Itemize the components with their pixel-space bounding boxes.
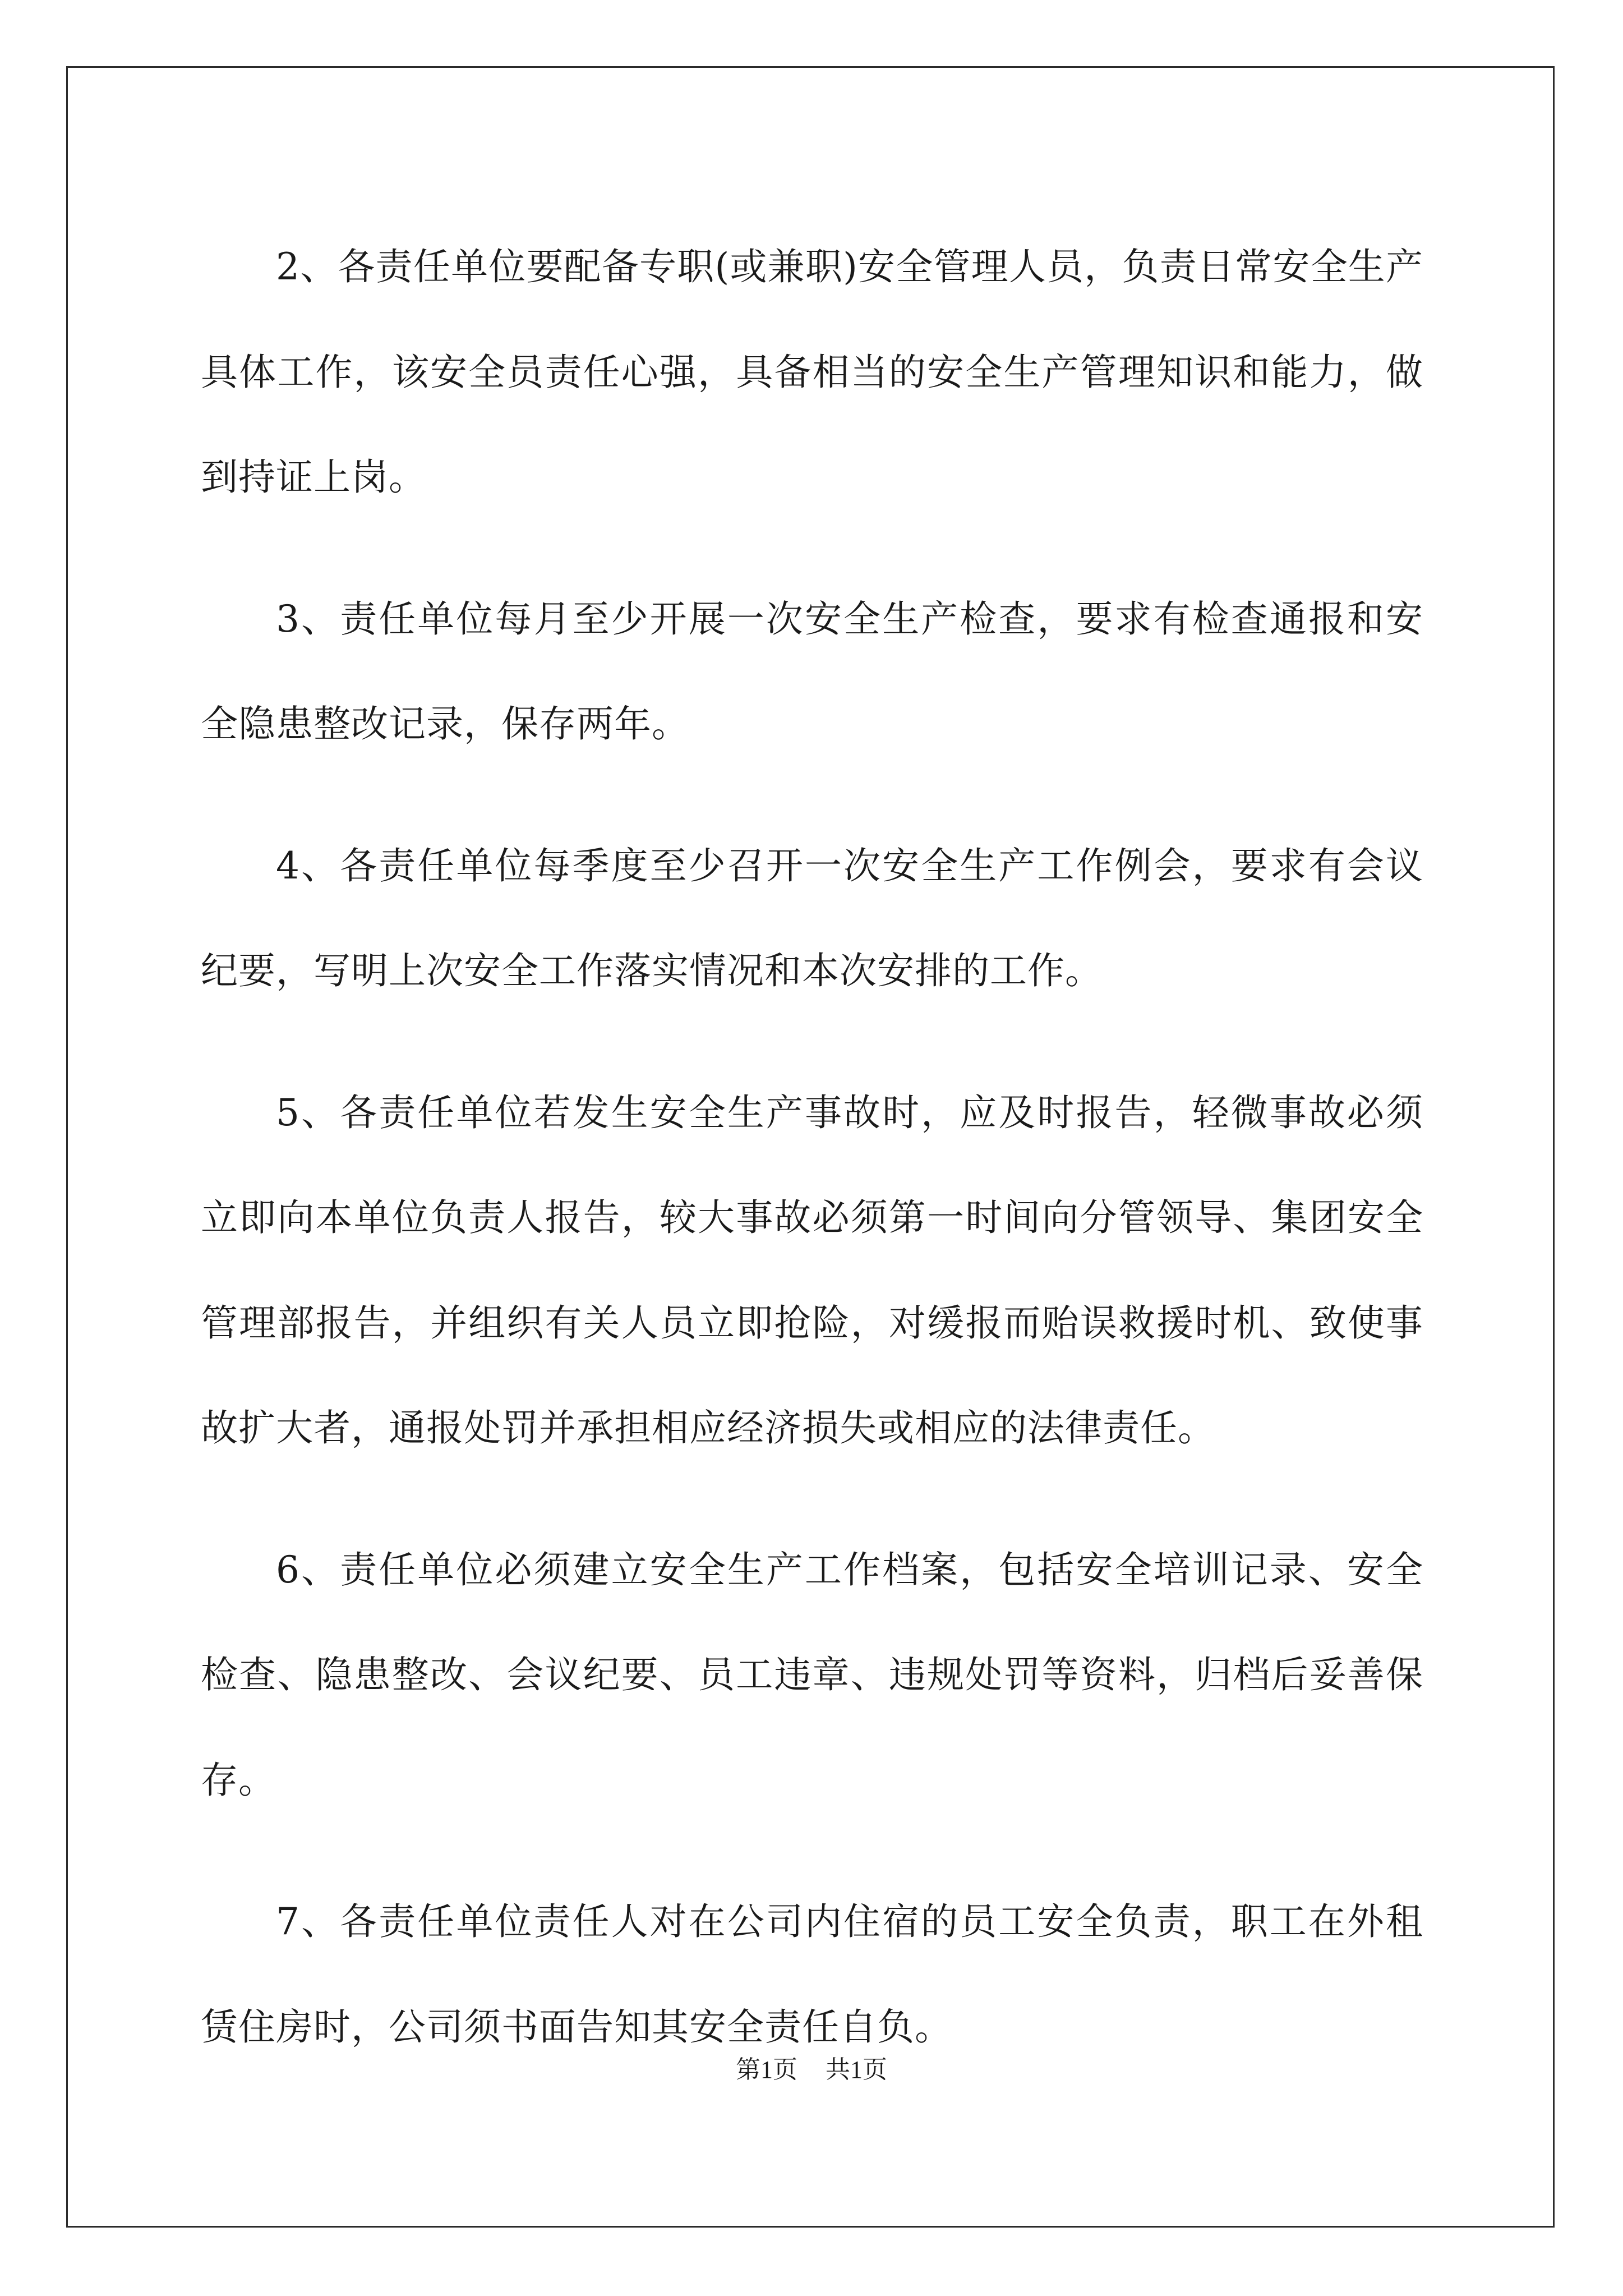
paragraph-item-5: 5、各责任单位若发生安全生产事故时，应及时报告，轻微事故必须立即向本单位负责人报告，较大事故必须第一时间向分管领导、集团安全管理部报告，并组织有关人员立即抢险，对缓报而贻误救援时机、致使事故扩大者，通报处罚并承担相应经济损失或相应的法律责任。 <box>201 1091 1423 1450</box>
page-footer <box>0 2053 1623 2087</box>
paragraph-item-3: 3、责任单位每月至少开展一次安全生产检查，要求有检查通报和安全隐患整改记录，保存两年。 <box>201 597 1423 746</box>
page-number-total: 共1页 <box>826 2056 887 2083</box>
paragraph-item-6: 6、责任单位必须建立安全生产工作档案，包括安全培训记录、安全检查、隐患整改、会议纪要、员工违章、违规处罚等资料，归档后妥善保存。 <box>201 1548 1423 1802</box>
page-number-current: 第1页 <box>736 2056 797 2083</box>
document-body <box>201 214 1423 2116</box>
paragraph-item-4: 4、各责任单位每季度至少召开一次安全生产工作例会，要求有会议纪要，写明上次安全工作落实情况和本次安排的工作。 <box>201 844 1423 992</box>
paragraph-item-7: 7、各责任单位责任人对在公司内住宿的员工安全负责，职工在外租赁住房时，公司须书面告知其安全责任自负。 <box>201 1900 1423 2049</box>
paragraph-item-2: 2、各责任单位要配备专职(或兼职)安全管理人员，负责日常安全生产具体工作，该安全员责任心强，具备相当的安全生产管理知识和能力，做到持证上岗。 <box>201 245 1423 499</box>
